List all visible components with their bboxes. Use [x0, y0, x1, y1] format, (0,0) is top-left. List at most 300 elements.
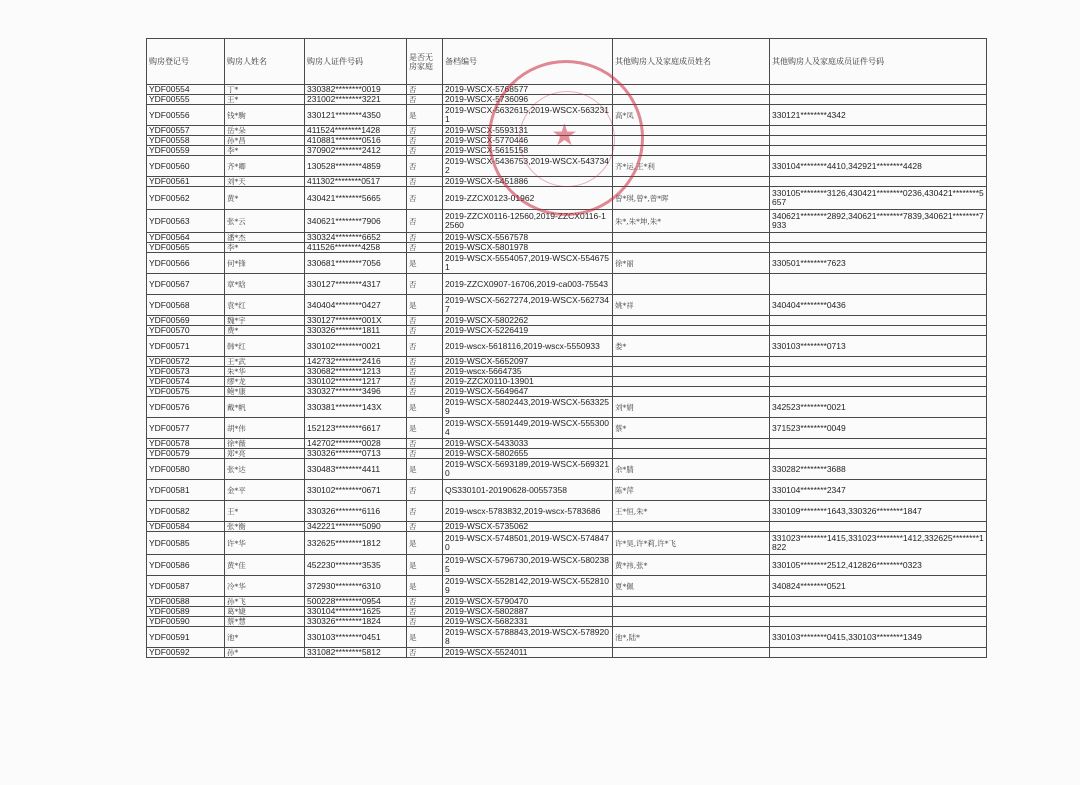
cell-buyer-id: 330381********143X [305, 397, 407, 418]
cell-other-members-ids [770, 95, 987, 105]
header-buyer-id: 购房人证件号码 [305, 39, 407, 85]
cell-registration-no: YDF00591 [147, 627, 225, 648]
cell-no-house-family: 否 [407, 367, 443, 377]
cell-no-house-family: 否 [407, 439, 443, 449]
cell-other-members-ids [770, 85, 987, 95]
cell-other-members-ids [770, 326, 987, 336]
cell-registration-no: YDF00556 [147, 105, 225, 126]
cell-other-members-names [613, 439, 770, 449]
cell-buyer-name: 郑*亮 [225, 449, 305, 459]
cell-other-members-names [613, 597, 770, 607]
cell-filing-no: 2019-WSCX-5748501,2019-WSCX-5748470 [443, 532, 613, 555]
cell-other-members-ids [770, 274, 987, 295]
cell-filing-no: 2019-WSCX-5682331 [443, 617, 613, 627]
cell-registration-no: YDF00581 [147, 480, 225, 501]
cell-other-members-names [613, 233, 770, 243]
cell-no-house-family: 是 [407, 627, 443, 648]
cell-buyer-name: 丁* [225, 85, 305, 95]
cell-buyer-name: 潘*杰 [225, 233, 305, 243]
cell-other-members-ids [770, 136, 987, 146]
cell-no-house-family: 否 [407, 617, 443, 627]
cell-registration-no: YDF00577 [147, 418, 225, 439]
table-row [147, 126, 987, 136]
table-row [147, 136, 987, 146]
cell-other-members-names [613, 648, 770, 658]
cell-registration-no: YDF00564 [147, 233, 225, 243]
cell-buyer-name: 许*华 [225, 532, 305, 555]
cell-buyer-name: 岳*朵 [225, 126, 305, 136]
table-row [147, 555, 987, 576]
cell-buyer-name: 蔡*慧 [225, 617, 305, 627]
cell-other-members-names: 朱*,朱*坤,朱* [613, 210, 770, 233]
cell-filing-no: 2019-WSCX-5802655 [443, 449, 613, 459]
table-row [147, 146, 987, 156]
cell-registration-no: YDF00569 [147, 316, 225, 326]
cell-filing-no: 2019-WSCX-5649647 [443, 387, 613, 397]
cell-other-members-ids [770, 126, 987, 136]
cell-buyer-id: 142702********0028 [305, 439, 407, 449]
cell-registration-no: YDF00559 [147, 146, 225, 156]
table-row [147, 459, 987, 480]
table-row [147, 105, 987, 126]
cell-buyer-id: 330382********0019 [305, 85, 407, 95]
cell-filing-no: 2019-WSCX-5736096 [443, 95, 613, 105]
table-row [147, 295, 987, 316]
cell-other-members-ids: 330104********2347 [770, 480, 987, 501]
cell-no-house-family: 否 [407, 187, 443, 210]
registration-table [146, 38, 987, 658]
table-row [147, 501, 987, 522]
cell-filing-no: 2019-WSCX-5433033 [443, 439, 613, 449]
table-row [147, 617, 987, 627]
cell-no-house-family: 是 [407, 105, 443, 126]
cell-filing-no: 2019-WSCX-5591449,2019-WSCX-5553004 [443, 418, 613, 439]
cell-other-members-names [613, 126, 770, 136]
cell-buyer-id: 330682********1213 [305, 367, 407, 377]
header-filing-no: 备档编号 [443, 39, 613, 85]
table-row [147, 274, 987, 295]
cell-other-members-ids: 330104********4410,342921********4428 [770, 156, 987, 177]
cell-filing-no: 2019-WSCX-5627274,2019-WSCX-5627347 [443, 295, 613, 316]
cell-buyer-id: 330327********3496 [305, 387, 407, 397]
table-row [147, 85, 987, 95]
table-body [147, 85, 987, 658]
cell-filing-no: 2019-WSCX-5436753,2019-WSCX-5437342 [443, 156, 613, 177]
cell-buyer-name: 冷*华 [225, 576, 305, 597]
cell-no-house-family: 否 [407, 210, 443, 233]
cell-other-members-ids: 340404********0436 [770, 295, 987, 316]
cell-buyer-id: 231002********3221 [305, 95, 407, 105]
cell-registration-no: YDF00555 [147, 95, 225, 105]
cell-other-members-names [613, 146, 770, 156]
cell-no-house-family: 是 [407, 532, 443, 555]
cell-other-members-names: 池*,陆* [613, 627, 770, 648]
cell-other-members-names: 王*恒,朱* [613, 501, 770, 522]
cell-buyer-id: 342221********5090 [305, 522, 407, 532]
cell-registration-no: YDF00554 [147, 85, 225, 95]
cell-other-members-ids [770, 387, 987, 397]
cell-no-house-family: 是 [407, 295, 443, 316]
header-other-members-ids: 其他购房人及家庭成员证件号码 [770, 39, 987, 85]
cell-registration-no: YDF00567 [147, 274, 225, 295]
cell-other-members-ids [770, 449, 987, 459]
cell-other-members-ids [770, 367, 987, 377]
cell-no-house-family: 否 [407, 146, 443, 156]
cell-other-members-ids: 330501********7623 [770, 253, 987, 274]
cell-filing-no: 2019-WSCX-5802443,2019-WSCX-5633259 [443, 397, 613, 418]
cell-buyer-id: 332625********1812 [305, 532, 407, 555]
cell-buyer-id: 152123********6617 [305, 418, 407, 439]
cell-registration-no: YDF00573 [147, 367, 225, 377]
cell-no-house-family: 否 [407, 243, 443, 253]
cell-filing-no: 2019-WSCX-5567578 [443, 233, 613, 243]
table-row [147, 316, 987, 326]
cell-other-members-names: 齐*运,王*利 [613, 156, 770, 177]
cell-registration-no: YDF00585 [147, 532, 225, 555]
table-row [147, 439, 987, 449]
table-row [147, 576, 987, 597]
cell-buyer-id: 340621********7906 [305, 210, 407, 233]
cell-other-members-names [613, 367, 770, 377]
cell-no-house-family: 否 [407, 597, 443, 607]
cell-registration-no: YDF00561 [147, 177, 225, 187]
table-row [147, 156, 987, 177]
cell-buyer-id: 142732********2416 [305, 357, 407, 367]
cell-buyer-id: 500228********0954 [305, 597, 407, 607]
cell-buyer-name: 葛*婕 [225, 607, 305, 617]
cell-other-members-ids: 340621********2892,340621********7839,340621********7933 [770, 210, 987, 233]
cell-buyer-name: 孙* [225, 648, 305, 658]
table-row [147, 597, 987, 607]
cell-other-members-names: 余*腈 [613, 459, 770, 480]
cell-registration-no: YDF00576 [147, 397, 225, 418]
cell-registration-no: YDF00587 [147, 576, 225, 597]
cell-other-members-names [613, 274, 770, 295]
cell-other-members-names [613, 95, 770, 105]
cell-other-members-names [613, 387, 770, 397]
cell-buyer-id: 330326********6116 [305, 501, 407, 522]
cell-filing-no: 2019-ZZCX0116-12560,2019-ZZCX0116-12560 [443, 210, 613, 233]
table-row [147, 648, 987, 658]
header-no-house-family: 是否无房家庭 [407, 39, 443, 85]
table-row [147, 377, 987, 387]
cell-registration-no: YDF00575 [147, 387, 225, 397]
cell-buyer-id: 411524********1428 [305, 126, 407, 136]
cell-registration-no: YDF00563 [147, 210, 225, 233]
cell-filing-no: 2019-wscx-5783832,2019-wscx-5783686 [443, 501, 613, 522]
cell-registration-no: YDF00558 [147, 136, 225, 146]
cell-other-members-ids [770, 243, 987, 253]
cell-filing-no: 2019-WSCX-5451886 [443, 177, 613, 187]
table-row [147, 387, 987, 397]
cell-no-house-family: 是 [407, 576, 443, 597]
cell-registration-no: YDF00588 [147, 597, 225, 607]
cell-other-members-ids: 330103********0415,330103********1349 [770, 627, 987, 648]
cell-buyer-name: 李* [225, 146, 305, 156]
cell-filing-no: 2019-WSCX-5802262 [443, 316, 613, 326]
cell-other-members-ids [770, 316, 987, 326]
cell-registration-no: YDF00586 [147, 555, 225, 576]
cell-other-members-names [613, 326, 770, 336]
cell-other-members-ids: 331023********1415,331023********1412,332625********1822 [770, 532, 987, 555]
cell-no-house-family: 否 [407, 377, 443, 387]
cell-buyer-name: 胡*伟 [225, 418, 305, 439]
cell-other-members-names: 高*凤 [613, 105, 770, 126]
cell-other-members-ids: 371523********0049 [770, 418, 987, 439]
cell-other-members-ids [770, 597, 987, 607]
cell-no-house-family: 否 [407, 95, 443, 105]
cell-buyer-id: 340404********0427 [305, 295, 407, 316]
cell-no-house-family: 否 [407, 336, 443, 357]
cell-other-members-names [613, 243, 770, 253]
cell-buyer-id: 330121********4350 [305, 105, 407, 126]
cell-filing-no: 2019-WSCX-5735062 [443, 522, 613, 532]
header-buyer-name: 购房人姓名 [225, 39, 305, 85]
cell-filing-no: 2019-WSCX-5554057,2019-WSCX-5546751 [443, 253, 613, 274]
cell-buyer-id: 430421********5665 [305, 187, 407, 210]
cell-filing-no: 2019-WSCX-5770446 [443, 136, 613, 146]
cell-other-members-ids [770, 146, 987, 156]
cell-other-members-ids [770, 522, 987, 532]
cell-buyer-name: 孙*昌 [225, 136, 305, 146]
cell-filing-no: 2019-WSCX-5632615,2019-WSCX-5632311 [443, 105, 613, 126]
cell-buyer-id: 330127********4317 [305, 274, 407, 295]
cell-buyer-name: 孙*飞 [225, 597, 305, 607]
table-row [147, 367, 987, 377]
cell-no-house-family: 否 [407, 480, 443, 501]
cell-other-members-names [613, 177, 770, 187]
cell-no-house-family: 否 [407, 326, 443, 336]
cell-registration-no: YDF00565 [147, 243, 225, 253]
cell-buyer-name: 韩*红 [225, 336, 305, 357]
cell-buyer-id: 330102********0021 [305, 336, 407, 357]
table-row [147, 177, 987, 187]
cell-other-members-names [613, 316, 770, 326]
cell-no-house-family: 否 [407, 501, 443, 522]
cell-buyer-name: 何*锋 [225, 253, 305, 274]
cell-filing-no: 2019-WSCX-5226419 [443, 326, 613, 336]
cell-buyer-name: 张*达 [225, 459, 305, 480]
cell-other-members-ids: 342523********0021 [770, 397, 987, 418]
cell-other-members-names [613, 449, 770, 459]
cell-buyer-id: 330483********4411 [305, 459, 407, 480]
table-row [147, 253, 987, 274]
cell-buyer-name: 王*武 [225, 357, 305, 367]
table-row [147, 397, 987, 418]
cell-registration-no: YDF00574 [147, 377, 225, 387]
table-row [147, 243, 987, 253]
cell-buyer-name: 袁*红 [225, 295, 305, 316]
cell-other-members-names: 姚*祥 [613, 295, 770, 316]
cell-buyer-name: 朱*华 [225, 367, 305, 377]
table-row [147, 480, 987, 501]
cell-no-house-family: 是 [407, 253, 443, 274]
cell-filing-no: 2019-WSCX-5693189,2019-WSCX-5693210 [443, 459, 613, 480]
cell-other-members-names: 黄*祎,张* [613, 555, 770, 576]
cell-buyer-id: 130528********4859 [305, 156, 407, 177]
table-row [147, 326, 987, 336]
cell-no-house-family: 否 [407, 126, 443, 136]
cell-filing-no: 2019-WSCX-5788843,2019-WSCX-5789208 [443, 627, 613, 648]
cell-registration-no: YDF00578 [147, 439, 225, 449]
cell-other-members-ids [770, 607, 987, 617]
cell-filing-no: 2019-wscx-5664735 [443, 367, 613, 377]
cell-other-members-names [613, 522, 770, 532]
cell-other-members-ids [770, 177, 987, 187]
cell-buyer-name: 缪*龙 [225, 377, 305, 387]
cell-no-house-family: 否 [407, 274, 443, 295]
cell-filing-no: 2019-WSCX-5593131 [443, 126, 613, 136]
cell-no-house-family: 是 [407, 418, 443, 439]
header-other-members-names: 其他购房人及家庭成员姓名 [613, 39, 770, 85]
cell-no-house-family: 否 [407, 449, 443, 459]
cell-buyer-id: 331082********5812 [305, 648, 407, 658]
cell-buyer-name: 王* [225, 95, 305, 105]
cell-filing-no: 2019-WSCX-5528142,2019-WSCX-5528109 [443, 576, 613, 597]
table-row [147, 418, 987, 439]
table-row [147, 522, 987, 532]
cell-other-members-ids [770, 617, 987, 627]
cell-buyer-name: 王* [225, 501, 305, 522]
table-row [147, 449, 987, 459]
header-row [147, 39, 987, 85]
cell-other-members-ids: 340824********0521 [770, 576, 987, 597]
cell-other-members-ids [770, 233, 987, 243]
table-row [147, 187, 987, 210]
cell-buyer-id: 330681********7056 [305, 253, 407, 274]
cell-filing-no: 2019-WSCX-5802887 [443, 607, 613, 617]
cell-other-members-names [613, 377, 770, 387]
cell-filing-no: QS330101-20190628-00557358 [443, 480, 613, 501]
cell-other-members-names: 曾*琪,曾*,曾*晖 [613, 187, 770, 210]
cell-buyer-id: 330103********0451 [305, 627, 407, 648]
cell-other-members-ids [770, 377, 987, 387]
cell-buyer-name: 钱*駒 [225, 105, 305, 126]
cell-no-house-family: 是 [407, 459, 443, 480]
cell-buyer-name: 金*平 [225, 480, 305, 501]
cell-no-house-family: 否 [407, 156, 443, 177]
cell-buyer-id: 411526********4258 [305, 243, 407, 253]
header-registration-no: 购房登记号 [147, 39, 225, 85]
table-row [147, 627, 987, 648]
cell-other-members-names [613, 607, 770, 617]
cell-other-members-ids: 330105********2512,412826********0323 [770, 555, 987, 576]
cell-buyer-name: 张*云 [225, 210, 305, 233]
cell-registration-no: YDF00570 [147, 326, 225, 336]
cell-other-members-names: 陈*萍 [613, 480, 770, 501]
cell-filing-no: 2019-WSCX-5615158 [443, 146, 613, 156]
table-row [147, 532, 987, 555]
cell-buyer-name: 费* [225, 326, 305, 336]
seal-star-icon: ★ [551, 118, 578, 153]
cell-other-members-ids [770, 357, 987, 367]
cell-buyer-name: 黄*佳 [225, 555, 305, 576]
cell-filing-no: 2019-ZZCX0123-01962 [443, 187, 613, 210]
cell-registration-no: YDF00572 [147, 357, 225, 367]
cell-registration-no: YDF00571 [147, 336, 225, 357]
cell-buyer-id: 452230********3535 [305, 555, 407, 576]
cell-registration-no: YDF00584 [147, 522, 225, 532]
cell-filing-no: 2019-ZZCX0110-13901 [443, 377, 613, 387]
cell-buyer-name: 张*衡 [225, 522, 305, 532]
cell-buyer-name: 章*晗 [225, 274, 305, 295]
cell-filing-no: 2019-WSCX-5790470 [443, 597, 613, 607]
cell-registration-no: YDF00592 [147, 648, 225, 658]
cell-registration-no: YDF00582 [147, 501, 225, 522]
cell-buyer-name: 刘*天 [225, 177, 305, 187]
cell-buyer-id: 411302********0517 [305, 177, 407, 187]
cell-no-house-family: 否 [407, 177, 443, 187]
cell-buyer-name: 李* [225, 243, 305, 253]
cell-buyer-id: 370902********2412 [305, 146, 407, 156]
cell-filing-no: 2019-WSCX-5796730,2019-WSCX-5802385 [443, 555, 613, 576]
cell-registration-no: YDF00579 [147, 449, 225, 459]
cell-registration-no: YDF00566 [147, 253, 225, 274]
cell-other-members-names: 许*昊,许*莉,许*飞 [613, 532, 770, 555]
cell-other-members-ids: 330105********3126,430421********0236,430421********5657 [770, 187, 987, 210]
cell-buyer-id: 372930********6310 [305, 576, 407, 597]
table-row [147, 95, 987, 105]
cell-other-members-names: 夏*佩 [613, 576, 770, 597]
table-row [147, 607, 987, 617]
cell-buyer-id: 330102********1217 [305, 377, 407, 387]
table-row [147, 336, 987, 357]
cell-other-members-ids [770, 648, 987, 658]
cell-filing-no: 2019-WSCX-5801978 [443, 243, 613, 253]
cell-no-house-family: 是 [407, 397, 443, 418]
cell-buyer-name: 鲍*康 [225, 387, 305, 397]
cell-filing-no: 2019-WSCX-5768577 [443, 85, 613, 95]
cell-buyer-id: 410881********0516 [305, 136, 407, 146]
cell-no-house-family: 否 [407, 357, 443, 367]
cell-buyer-id: 330102********0671 [305, 480, 407, 501]
cell-buyer-name: 魏*宇 [225, 316, 305, 326]
cell-buyer-name: 池* [225, 627, 305, 648]
cell-other-members-ids: 330282********3688 [770, 459, 987, 480]
cell-registration-no: YDF00580 [147, 459, 225, 480]
cell-other-members-ids [770, 439, 987, 449]
cell-no-house-family: 否 [407, 233, 443, 243]
cell-buyer-name: 徐*薇 [225, 439, 305, 449]
cell-other-members-ids: 330121********4342 [770, 105, 987, 126]
cell-registration-no: YDF00560 [147, 156, 225, 177]
cell-registration-no: YDF00568 [147, 295, 225, 316]
table-row [147, 233, 987, 243]
cell-no-house-family: 否 [407, 387, 443, 397]
cell-other-members-names [613, 357, 770, 367]
cell-registration-no: YDF00557 [147, 126, 225, 136]
cell-buyer-id: 330326********1824 [305, 617, 407, 627]
table-row [147, 210, 987, 233]
cell-no-house-family: 否 [407, 648, 443, 658]
cell-buyer-name: 黄* [225, 187, 305, 210]
cell-other-members-ids: 330109********1643,330326********1847 [770, 501, 987, 522]
cell-other-members-names: 徐*丽 [613, 253, 770, 274]
cell-filing-no: 2019-ZZCX0907-16706,2019-ca003-75543 [443, 274, 613, 295]
cell-buyer-id: 330127********001X [305, 316, 407, 326]
cell-no-house-family: 否 [407, 136, 443, 146]
cell-other-members-ids: 330103********0713 [770, 336, 987, 357]
cell-buyer-id: 330104********1625 [305, 607, 407, 617]
cell-no-house-family: 否 [407, 316, 443, 326]
cell-buyer-id: 330324********6652 [305, 233, 407, 243]
cell-registration-no: YDF00589 [147, 607, 225, 617]
cell-no-house-family: 否 [407, 522, 443, 532]
cell-buyer-id: 330326********1811 [305, 326, 407, 336]
cell-other-members-names [613, 85, 770, 95]
cell-registration-no: YDF00562 [147, 187, 225, 210]
cell-filing-no: 2019-wscx-5618116,2019-wscx-5550933 [443, 336, 613, 357]
